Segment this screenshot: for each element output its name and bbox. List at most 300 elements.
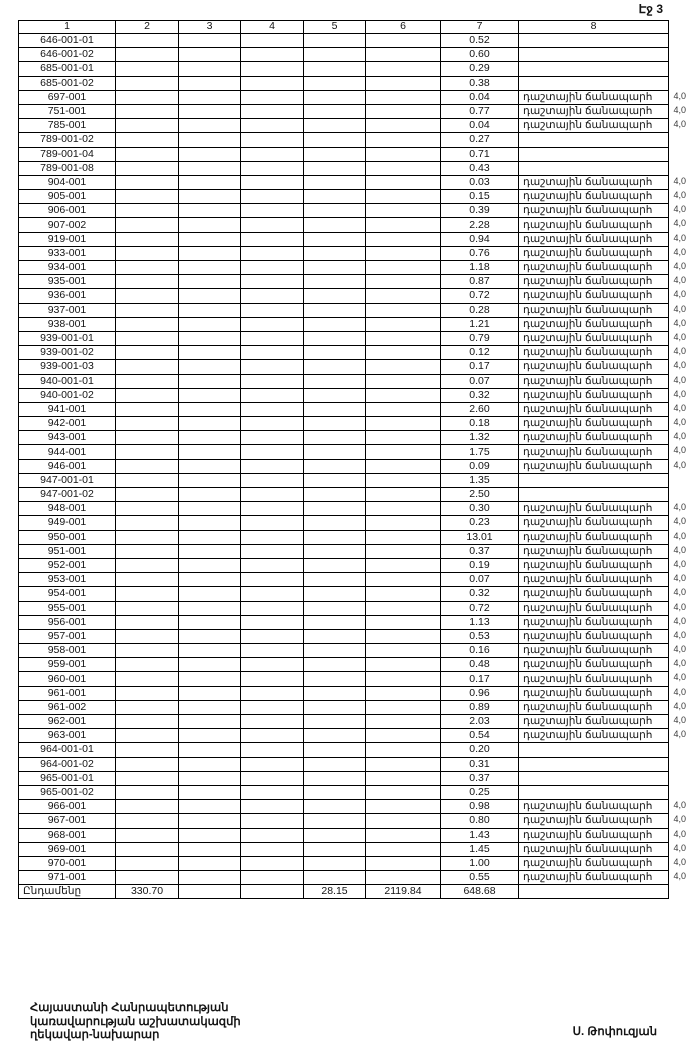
empty-cell <box>241 502 304 516</box>
empty-cell <box>116 104 179 118</box>
value-cell: 0.80 <box>441 814 519 828</box>
page-edge-fragment: 4,0 <box>673 317 686 328</box>
empty-cell <box>366 601 441 615</box>
empty-cell <box>179 587 241 601</box>
value-cell: 0.76 <box>441 246 519 260</box>
empty-cell <box>241 232 304 246</box>
empty-cell <box>304 275 366 289</box>
note-cell: դաշտային ճանապարհ 4,0 <box>519 644 669 658</box>
empty-cell <box>179 317 241 331</box>
page-edge-fragment: 4,0 <box>673 729 686 740</box>
empty-cell <box>366 388 441 402</box>
empty-cell <box>241 871 304 885</box>
page-edge-fragment: 4,0 <box>673 544 686 555</box>
total-row <box>19 885 669 899</box>
value-cell: 2.50 <box>441 488 519 502</box>
empty-cell <box>304 190 366 204</box>
code-cell: 938-001 <box>19 317 116 331</box>
empty-cell <box>116 388 179 402</box>
empty-cell <box>116 502 179 516</box>
empty-cell <box>179 175 241 189</box>
note-cell: դաշտային ճանապարհ 4,0 <box>519 686 669 700</box>
empty-cell <box>241 530 304 544</box>
empty-cell <box>179 232 241 246</box>
table-row <box>19 715 669 729</box>
empty-cell <box>304 289 366 303</box>
empty-cell <box>304 459 366 473</box>
value-cell: 0.04 <box>441 119 519 133</box>
empty-cell <box>304 374 366 388</box>
empty-cell <box>366 374 441 388</box>
footer-org-line: Հայաստանի Հանրապետության <box>30 1002 229 1014</box>
code-cell: 937-001 <box>19 303 116 317</box>
empty-cell <box>304 573 366 587</box>
column-header: 2 <box>116 21 179 34</box>
note-cell: դաշտային ճանապարհ 4,0 <box>519 502 669 516</box>
empty-cell <box>116 402 179 416</box>
empty-cell <box>179 743 241 757</box>
table-row <box>19 814 669 828</box>
empty-cell <box>366 743 441 757</box>
value-cell: 1.32 <box>441 431 519 445</box>
code-cell: 906-001 <box>19 204 116 218</box>
page-edge-fragment: 4,0 <box>673 459 686 470</box>
empty-cell <box>116 686 179 700</box>
table-row <box>19 800 669 814</box>
empty-cell <box>304 161 366 175</box>
note-cell <box>519 133 669 147</box>
empty-cell <box>116 90 179 104</box>
empty-cell <box>241 388 304 402</box>
empty-cell <box>366 48 441 62</box>
empty-cell <box>304 828 366 842</box>
empty-cell <box>179 615 241 629</box>
empty-cell <box>179 62 241 76</box>
code-cell: 964-001-01 <box>19 743 116 757</box>
page-edge-fragment: 4,0 <box>673 261 686 271</box>
empty-cell <box>179 48 241 62</box>
value-cell: 0.48 <box>441 658 519 672</box>
empty-cell <box>179 885 241 899</box>
empty-cell <box>179 828 241 842</box>
empty-cell <box>179 147 241 161</box>
table-row <box>19 104 669 118</box>
code-cell: 953-001 <box>19 573 116 587</box>
value-cell: 0.52 <box>441 34 519 48</box>
empty-cell <box>179 331 241 345</box>
page-edge-fragment: 4,0 <box>673 218 686 229</box>
table-row <box>19 573 669 587</box>
note-cell: դաշտային ճանապարհ 4,0 <box>519 175 669 189</box>
empty-cell <box>366 587 441 601</box>
empty-cell <box>179 629 241 643</box>
empty-cell <box>304 417 366 431</box>
value-cell: 2.03 <box>441 715 519 729</box>
page-edge-fragment: 4,0 <box>673 431 686 442</box>
note-cell: դաշտային ճանապարհ 4,0 <box>519 842 669 856</box>
code-cell: 955-001 <box>19 601 116 615</box>
empty-cell <box>366 431 441 445</box>
code-cell: 961-002 <box>19 700 116 714</box>
empty-cell <box>366 828 441 842</box>
code-cell: 785-001 <box>19 119 116 133</box>
note-cell <box>519 488 669 502</box>
empty-cell <box>304 104 366 118</box>
code-cell: 960-001 <box>19 672 116 686</box>
value-cell: 0.98 <box>441 800 519 814</box>
page-edge-fragment: 4,0 <box>673 587 686 598</box>
empty-cell <box>304 388 366 402</box>
empty-cell <box>179 388 241 402</box>
empty-cell <box>116 62 179 76</box>
page-edge-fragment: 4,0 <box>673 601 686 612</box>
code-cell: 789-001-02 <box>19 133 116 147</box>
note-cell: դաշտային ճանապարհ 4,0 <box>519 246 669 260</box>
page-edge-fragment: 4,0 <box>673 615 686 626</box>
value-cell: 0.25 <box>441 785 519 799</box>
empty-cell <box>241 76 304 90</box>
column-header: 5 <box>304 21 366 34</box>
code-cell: 940-001-02 <box>19 388 116 402</box>
empty-cell <box>179 445 241 459</box>
empty-cell <box>304 232 366 246</box>
code-cell: 956-001 <box>19 615 116 629</box>
table-row <box>19 204 669 218</box>
table-row <box>19 246 669 260</box>
code-cell: 933-001 <box>19 246 116 260</box>
empty-cell <box>304 331 366 345</box>
empty-cell <box>116 488 179 502</box>
empty-cell <box>116 800 179 814</box>
empty-cell <box>116 828 179 842</box>
empty-cell <box>241 317 304 331</box>
empty-cell <box>241 814 304 828</box>
table-row <box>19 374 669 388</box>
value-cell: 1.00 <box>441 856 519 870</box>
empty-cell <box>366 289 441 303</box>
empty-cell <box>116 672 179 686</box>
value-cell: 0.30 <box>441 502 519 516</box>
empty-cell <box>304 601 366 615</box>
empty-cell <box>241 573 304 587</box>
empty-cell <box>366 175 441 189</box>
note-cell <box>519 757 669 771</box>
page-edge-fragment: 4,0 <box>673 558 686 569</box>
empty-cell <box>304 615 366 629</box>
empty-cell <box>304 644 366 658</box>
note-cell: դաշտային ճանապարհ 4,0 <box>519 658 669 672</box>
empty-cell <box>116 658 179 672</box>
total-col6-cell: 2119.84 <box>366 885 441 899</box>
empty-cell <box>366 232 441 246</box>
value-cell: 0.94 <box>441 232 519 246</box>
code-cell: 685-001-01 <box>19 62 116 76</box>
empty-cell <box>304 90 366 104</box>
table-row <box>19 133 669 147</box>
page-edge-fragment: 4,0 <box>673 686 686 697</box>
empty-cell <box>116 261 179 275</box>
page-edge-fragment: 4,0 <box>673 360 686 371</box>
empty-cell <box>179 133 241 147</box>
empty-cell <box>116 374 179 388</box>
table-row <box>19 388 669 402</box>
code-cell: 947-001-02 <box>19 488 116 502</box>
table-row <box>19 644 669 658</box>
note-cell: դաշտային ճանապարհ 4,0 <box>519 459 669 473</box>
table-row <box>19 147 669 161</box>
code-cell: 951-001 <box>19 544 116 558</box>
empty-cell <box>179 502 241 516</box>
empty-cell <box>366 558 441 572</box>
value-cell: 0.27 <box>441 133 519 147</box>
code-cell: 944-001 <box>19 445 116 459</box>
code-cell: 905-001 <box>19 190 116 204</box>
value-cell: 0.32 <box>441 587 519 601</box>
empty-cell <box>241 246 304 260</box>
page-edge-fragment: 4,0 <box>673 530 686 541</box>
value-cell: 0.15 <box>441 190 519 204</box>
value-cell: 0.04 <box>441 90 519 104</box>
note-cell: դաշտային ճանապարհ 4,0 <box>519 90 669 104</box>
note-cell: դաշտային ճանապարհ 4,0 <box>519 587 669 601</box>
note-cell: դաշտային ճանապարհ 4,0 <box>519 232 669 246</box>
code-cell: 936-001 <box>19 289 116 303</box>
empty-cell <box>241 90 304 104</box>
empty-cell <box>179 374 241 388</box>
empty-cell <box>366 544 441 558</box>
code-cell: 952-001 <box>19 558 116 572</box>
empty-cell <box>179 90 241 104</box>
code-cell: 789-001-04 <box>19 147 116 161</box>
empty-cell <box>179 246 241 260</box>
empty-cell <box>116 530 179 544</box>
empty-cell <box>304 686 366 700</box>
empty-cell <box>366 34 441 48</box>
page-edge-fragment: 4,0 <box>673 842 686 853</box>
note-cell: դաշտային ճանապարհ 4,0 <box>519 445 669 459</box>
empty-cell <box>179 431 241 445</box>
empty-cell <box>116 175 179 189</box>
value-cell: 0.87 <box>441 275 519 289</box>
note-cell: դաշտային ճանապարհ 4,0 <box>519 729 669 743</box>
empty-cell <box>179 800 241 814</box>
table-row <box>19 743 669 757</box>
empty-cell <box>366 317 441 331</box>
note-cell: դաշտային ճանապարհ 4,0 <box>519 431 669 445</box>
note-cell: դաշտային ճանապարհ 4,0 <box>519 516 669 530</box>
data-table <box>18 20 686 899</box>
table-row <box>19 629 669 643</box>
page-edge-fragment: 4,0 <box>673 388 686 399</box>
empty-cell <box>116 417 179 431</box>
table-row <box>19 757 669 771</box>
total-col7-cell: 648.68 <box>441 885 519 899</box>
note-cell <box>519 473 669 487</box>
empty-cell <box>116 459 179 473</box>
value-cell: 1.43 <box>441 828 519 842</box>
value-cell: 0.54 <box>441 729 519 743</box>
table-row <box>19 431 669 445</box>
empty-cell <box>366 814 441 828</box>
empty-cell <box>116 587 179 601</box>
empty-cell <box>304 402 366 416</box>
empty-cell <box>116 289 179 303</box>
value-cell: 2.28 <box>441 218 519 232</box>
table-row <box>19 289 669 303</box>
value-cell: 0.07 <box>441 374 519 388</box>
code-cell: 941-001 <box>19 402 116 416</box>
value-cell: 1.18 <box>441 261 519 275</box>
code-cell: 971-001 <box>19 871 116 885</box>
note-cell: դաշտային ճանապարհ 4,0 <box>519 573 669 587</box>
empty-cell <box>116 771 179 785</box>
page-edge-fragment: 4,0 <box>673 246 686 257</box>
empty-cell <box>179 204 241 218</box>
empty-cell <box>241 771 304 785</box>
empty-cell <box>241 658 304 672</box>
empty-cell <box>241 190 304 204</box>
empty-cell <box>241 700 304 714</box>
page-edge-fragment: 4,0 <box>673 190 686 201</box>
table-row <box>19 828 669 842</box>
empty-cell <box>179 275 241 289</box>
code-cell: 685-001-02 <box>19 76 116 90</box>
code-cell: 963-001 <box>19 729 116 743</box>
empty-cell <box>241 161 304 175</box>
empty-cell <box>241 743 304 757</box>
empty-cell <box>366 62 441 76</box>
code-cell: 940-001-01 <box>19 374 116 388</box>
empty-cell <box>366 119 441 133</box>
note-cell: դաշտային ճանապարհ 4,0 <box>519 346 669 360</box>
code-cell: 970-001 <box>19 856 116 870</box>
code-cell: 959-001 <box>19 658 116 672</box>
note-cell: դաշտային ճանապարհ 4,0 <box>519 828 669 842</box>
code-cell: 954-001 <box>19 587 116 601</box>
empty-cell <box>179 672 241 686</box>
empty-cell <box>366 417 441 431</box>
value-cell: 0.72 <box>441 601 519 615</box>
empty-cell <box>179 785 241 799</box>
code-cell: 789-001-08 <box>19 161 116 175</box>
empty-cell <box>304 729 366 743</box>
value-cell: 0.17 <box>441 360 519 374</box>
empty-cell <box>241 644 304 658</box>
empty-cell <box>304 445 366 459</box>
value-cell: 0.19 <box>441 558 519 572</box>
empty-cell <box>116 601 179 615</box>
value-cell: 0.39 <box>441 204 519 218</box>
empty-cell <box>116 558 179 572</box>
footer-org-line: ղեկավար-նախարար <box>30 1029 160 1042</box>
empty-cell <box>116 218 179 232</box>
code-cell: 947-001-01 <box>19 473 116 487</box>
table-row <box>19 161 669 175</box>
value-cell: 1.13 <box>441 615 519 629</box>
empty-cell <box>366 488 441 502</box>
empty-cell <box>241 62 304 76</box>
code-cell: 965-001-02 <box>19 785 116 799</box>
table-row <box>19 686 669 700</box>
empty-cell <box>366 204 441 218</box>
empty-cell <box>241 445 304 459</box>
note-cell <box>519 147 669 161</box>
value-cell: 1.45 <box>441 842 519 856</box>
empty-cell <box>366 303 441 317</box>
column-header: 7 <box>441 21 519 34</box>
empty-cell <box>241 729 304 743</box>
page-edge-fragment: 4,0 <box>673 502 686 513</box>
note-cell: դաշտային ճանապարհ 4,0 <box>519 871 669 885</box>
value-cell: 0.09 <box>441 459 519 473</box>
table-row <box>19 658 669 672</box>
column-header: 6 <box>366 21 441 34</box>
empty-cell <box>116 317 179 331</box>
table-row <box>19 587 669 601</box>
code-cell: 967-001 <box>19 814 116 828</box>
table-row <box>19 175 669 189</box>
empty-cell <box>304 871 366 885</box>
empty-cell <box>116 133 179 147</box>
empty-cell <box>304 587 366 601</box>
code-cell: 942-001 <box>19 417 116 431</box>
empty-cell <box>116 615 179 629</box>
note-cell: դաշտային ճանապարհ 4,0 <box>519 317 669 331</box>
column-header: 8 <box>519 21 669 34</box>
page-edge-fragment: 4,0 <box>673 856 686 867</box>
table-row <box>19 473 669 487</box>
empty-cell <box>366 459 441 473</box>
code-cell: 950-001 <box>19 530 116 544</box>
table-row <box>19 516 669 530</box>
empty-cell <box>241 615 304 629</box>
empty-cell <box>116 346 179 360</box>
code-cell: 966-001 <box>19 800 116 814</box>
empty-cell <box>241 672 304 686</box>
empty-cell <box>366 686 441 700</box>
empty-cell <box>366 261 441 275</box>
code-cell: 751-001 <box>19 104 116 118</box>
table-row <box>19 190 669 204</box>
page-number-label: Էջ 3 <box>638 2 663 16</box>
note-cell <box>519 48 669 62</box>
empty-cell <box>116 161 179 175</box>
value-cell: 0.28 <box>441 303 519 317</box>
empty-cell <box>116 856 179 870</box>
empty-cell <box>304 246 366 260</box>
value-cell: 0.37 <box>441 771 519 785</box>
empty-cell <box>304 261 366 275</box>
value-cell: 0.38 <box>441 76 519 90</box>
code-cell: 961-001 <box>19 686 116 700</box>
empty-cell <box>179 516 241 530</box>
empty-cell <box>366 715 441 729</box>
code-cell: 948-001 <box>19 502 116 516</box>
empty-cell <box>179 346 241 360</box>
empty-cell <box>366 573 441 587</box>
empty-cell <box>304 48 366 62</box>
note-cell: դաշտային ճանապարհ 4,0 <box>519 814 669 828</box>
code-cell: 939-001-02 <box>19 346 116 360</box>
empty-cell <box>241 204 304 218</box>
value-cell: 0.72 <box>441 289 519 303</box>
empty-cell <box>304 785 366 799</box>
code-cell: 949-001 <box>19 516 116 530</box>
empty-cell <box>179 558 241 572</box>
empty-cell <box>366 842 441 856</box>
table-row <box>19 842 669 856</box>
empty-cell <box>179 218 241 232</box>
